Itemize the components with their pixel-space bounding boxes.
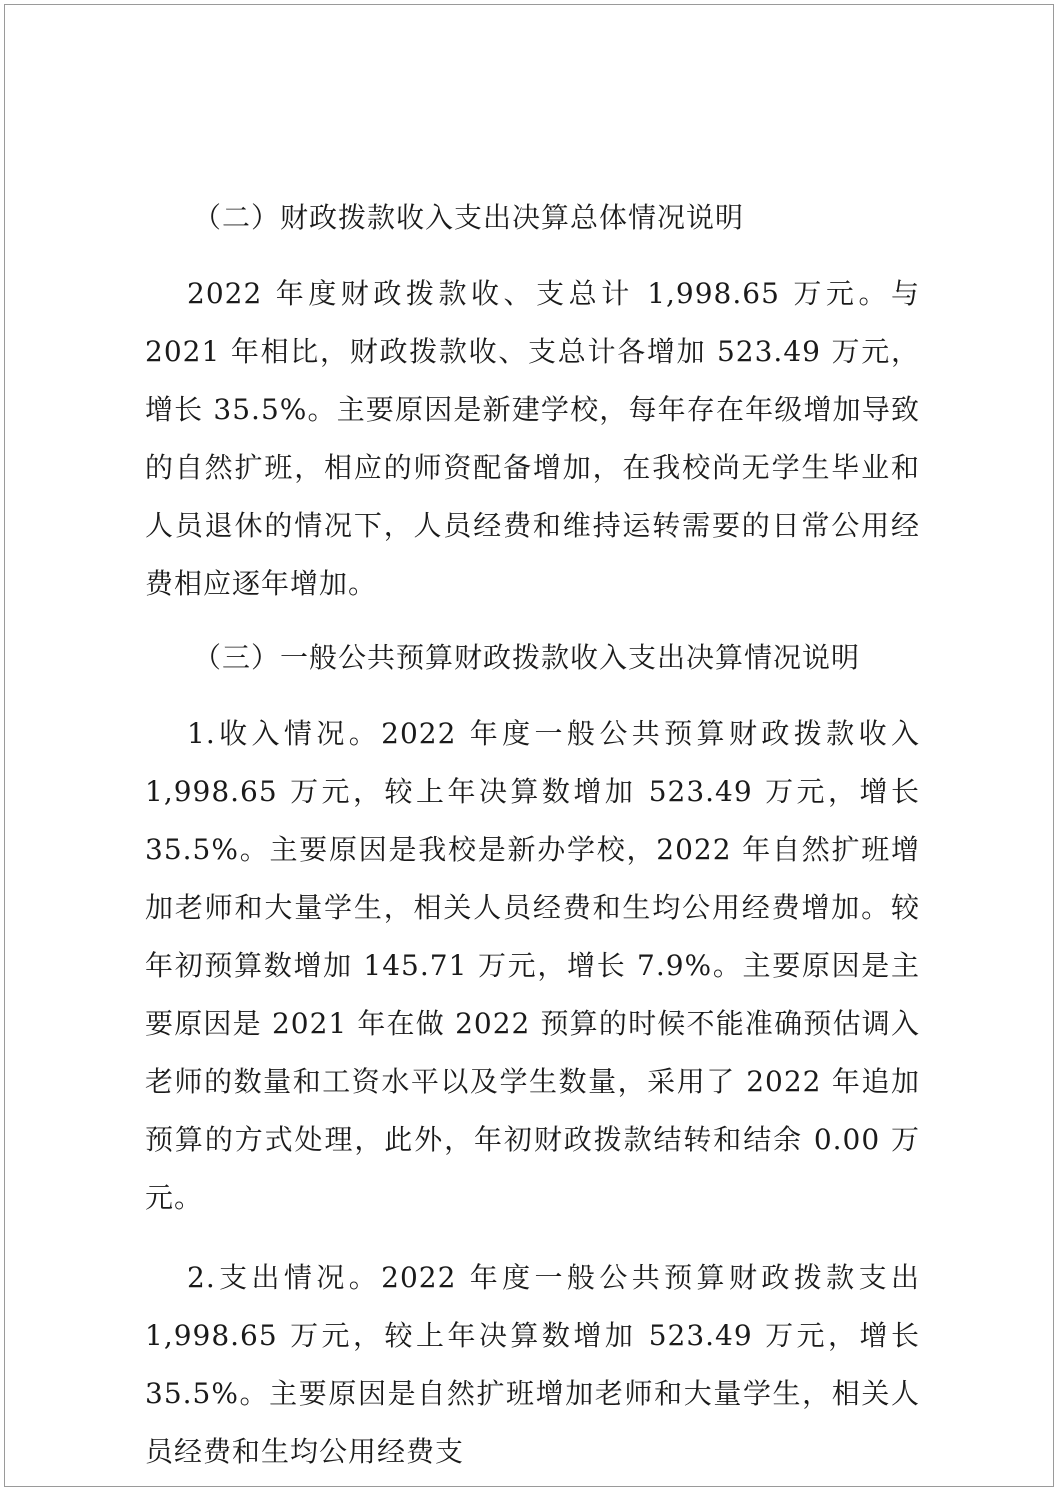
income-paragraph: 1.收入情况。2022 年度一般公共预算财政拨款收入 1,998.65 万元，较上年决算数增加 523.49 万元，增长 35.5%。主要原因是我校是新办学校，2022 年自然扩班增加老师和大量学生，相关人员经费和生均公用经费增加。较年初预算数增加 145.71 万元，增长 7.9%。主要原因是主要原因是 2021 年在做 2022 预算的时候不能准确预估调入老师的数量和工资水平以及学生数量，采用了 2022 年追加预算的方式处理，此外，年初财政拨款结转和结余 0.00 万元。 [145, 717, 920, 1214]
expense-paragraph: 2.支出情况。2022 年度一般公共预算财政拨款支出 1,998.65 万元，较上年决算数增加 523.49 万元，增长 35.5%。主要原因是自然扩班增加老师和大量学生，相关人员经费和生均公用经费支 [145, 1261, 920, 1468]
section-heading-fiscal-overview: （二）财政拨款收入支出决算总体情况说明 [193, 201, 745, 234]
document-body [145, 195, 920, 1481]
section-heading-general-budget: （三）一般公共预算财政拨款收入支出决算情况说明 [193, 641, 861, 674]
fiscal-overview-paragraph: 2022 年度财政拨款收、支总计 1,998.65 万元。与 2021 年相比，财政拨款收、支总计各增加 523.49 万元，增长 35.5%。主要原因是新建学校，每年存在年级增加导致的自然扩班，相应的师资配备增加，在我校尚无学生毕业和人员退休的情况下，人员经费和维持运转需要的日常公用经费相应逐年增加。 [145, 277, 920, 600]
